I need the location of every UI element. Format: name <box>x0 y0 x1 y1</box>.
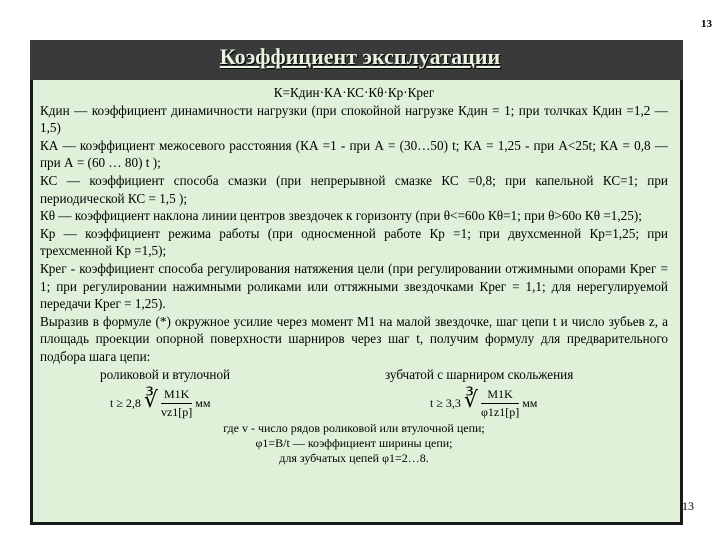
definition-ktheta: Кθ — коэффициент наклона линии центров звездочек к горизонту (при θ<=60о Кθ=1; при θ>60о Кθ =1,25); <box>40 208 642 224</box>
formula-row <box>40 366 668 465</box>
roller-formula-denominator: vz1[p] <box>160 405 193 420</box>
footnotes <box>40 421 668 466</box>
roller-formula-unit: мм <box>195 395 211 410</box>
toothed-formula-numerator: M1K <box>481 386 519 405</box>
definition-kc: КС — коэффициент способа смазки (при непрерывной смазке КС =0,8; при капельной КС=1; при периодической КС = 1,5 ); <box>40 172 668 206</box>
slide-title: Коэффициент эксплуатации <box>219 44 501 69</box>
footnote-phi: φ1=B/t — коэффициент ширины цепи; <box>255 435 453 450</box>
toothed-formula-prefix: t ≥ 3,3 <box>430 395 461 410</box>
footnote-v: где v - число рядов роликовой или втулочной цепи; <box>223 420 485 435</box>
definition-kdin: Кдин — коэффициент динамичности нагрузки (при спокойной нагрузке Кдин = 1; при толчках Кдин =1,2 — 1,5) <box>40 102 668 136</box>
main-formula: К=Кдин·КА·КС·Кθ·Кр·Кpeг <box>273 85 435 100</box>
corner-slide-number: 13 <box>682 499 694 513</box>
slide-body <box>40 84 668 465</box>
definition-ka: КА — коэффициент межосевого расстояния (КА =1 - при А = (30…50) t; КА = 1,25 - при А<25t; КА = 0,8 — при А = (60 … 80) t ); <box>40 137 668 171</box>
definition-kr: Кр — коэффициент режима работы (при односменной работе Кр =1; при двухсменной Кр=1,25; при трехсменной Кр =1,5); <box>40 225 668 259</box>
roller-chain-label: роликовой и втулочной <box>100 366 231 382</box>
roller-formula-prefix: t ≥ 2,8 <box>110 395 141 410</box>
toothed-formula-unit: мм <box>522 395 538 410</box>
page-number: 13 <box>701 18 712 30</box>
roller-formula-numerator: M1K <box>161 386 192 405</box>
derivation-text: Выразив в формуле (*) окружное усилие через момент М1 на малой звездочке, шаг цепи t и число зубьев z, а площадь проекции опорной поверхности шарниров через шаг t, получим формулу для предварительного подбора шага цепи: <box>40 313 668 364</box>
toothed-chain-label: зубчатой с шарниром скольжения <box>385 366 574 382</box>
roller-chain-formula: t ≥ 2,8 ∛ $\frac{M1K}{vz1[p]}$ мм <box>110 386 210 422</box>
footnote-toothed: для зубчатых цепей φ1=2…8. <box>279 450 429 465</box>
toothed-formula-denominator: φ1z1[p] <box>480 405 520 420</box>
toothed-chain-formula: t ≥ 3,3 ∛ $\frac{M1K}{\varphi 1z1[p]}$ мм <box>430 386 537 422</box>
definition-kreg: Кpeг - коэффициент способа регулирования натяжения цели (при регулировании отжимными опорами Крег = 1; при регулировании нажимными роликами или оттяжными звездочками Крег = 1,1; для нерегулируемой передачи Крег = 1,25). <box>40 260 668 312</box>
